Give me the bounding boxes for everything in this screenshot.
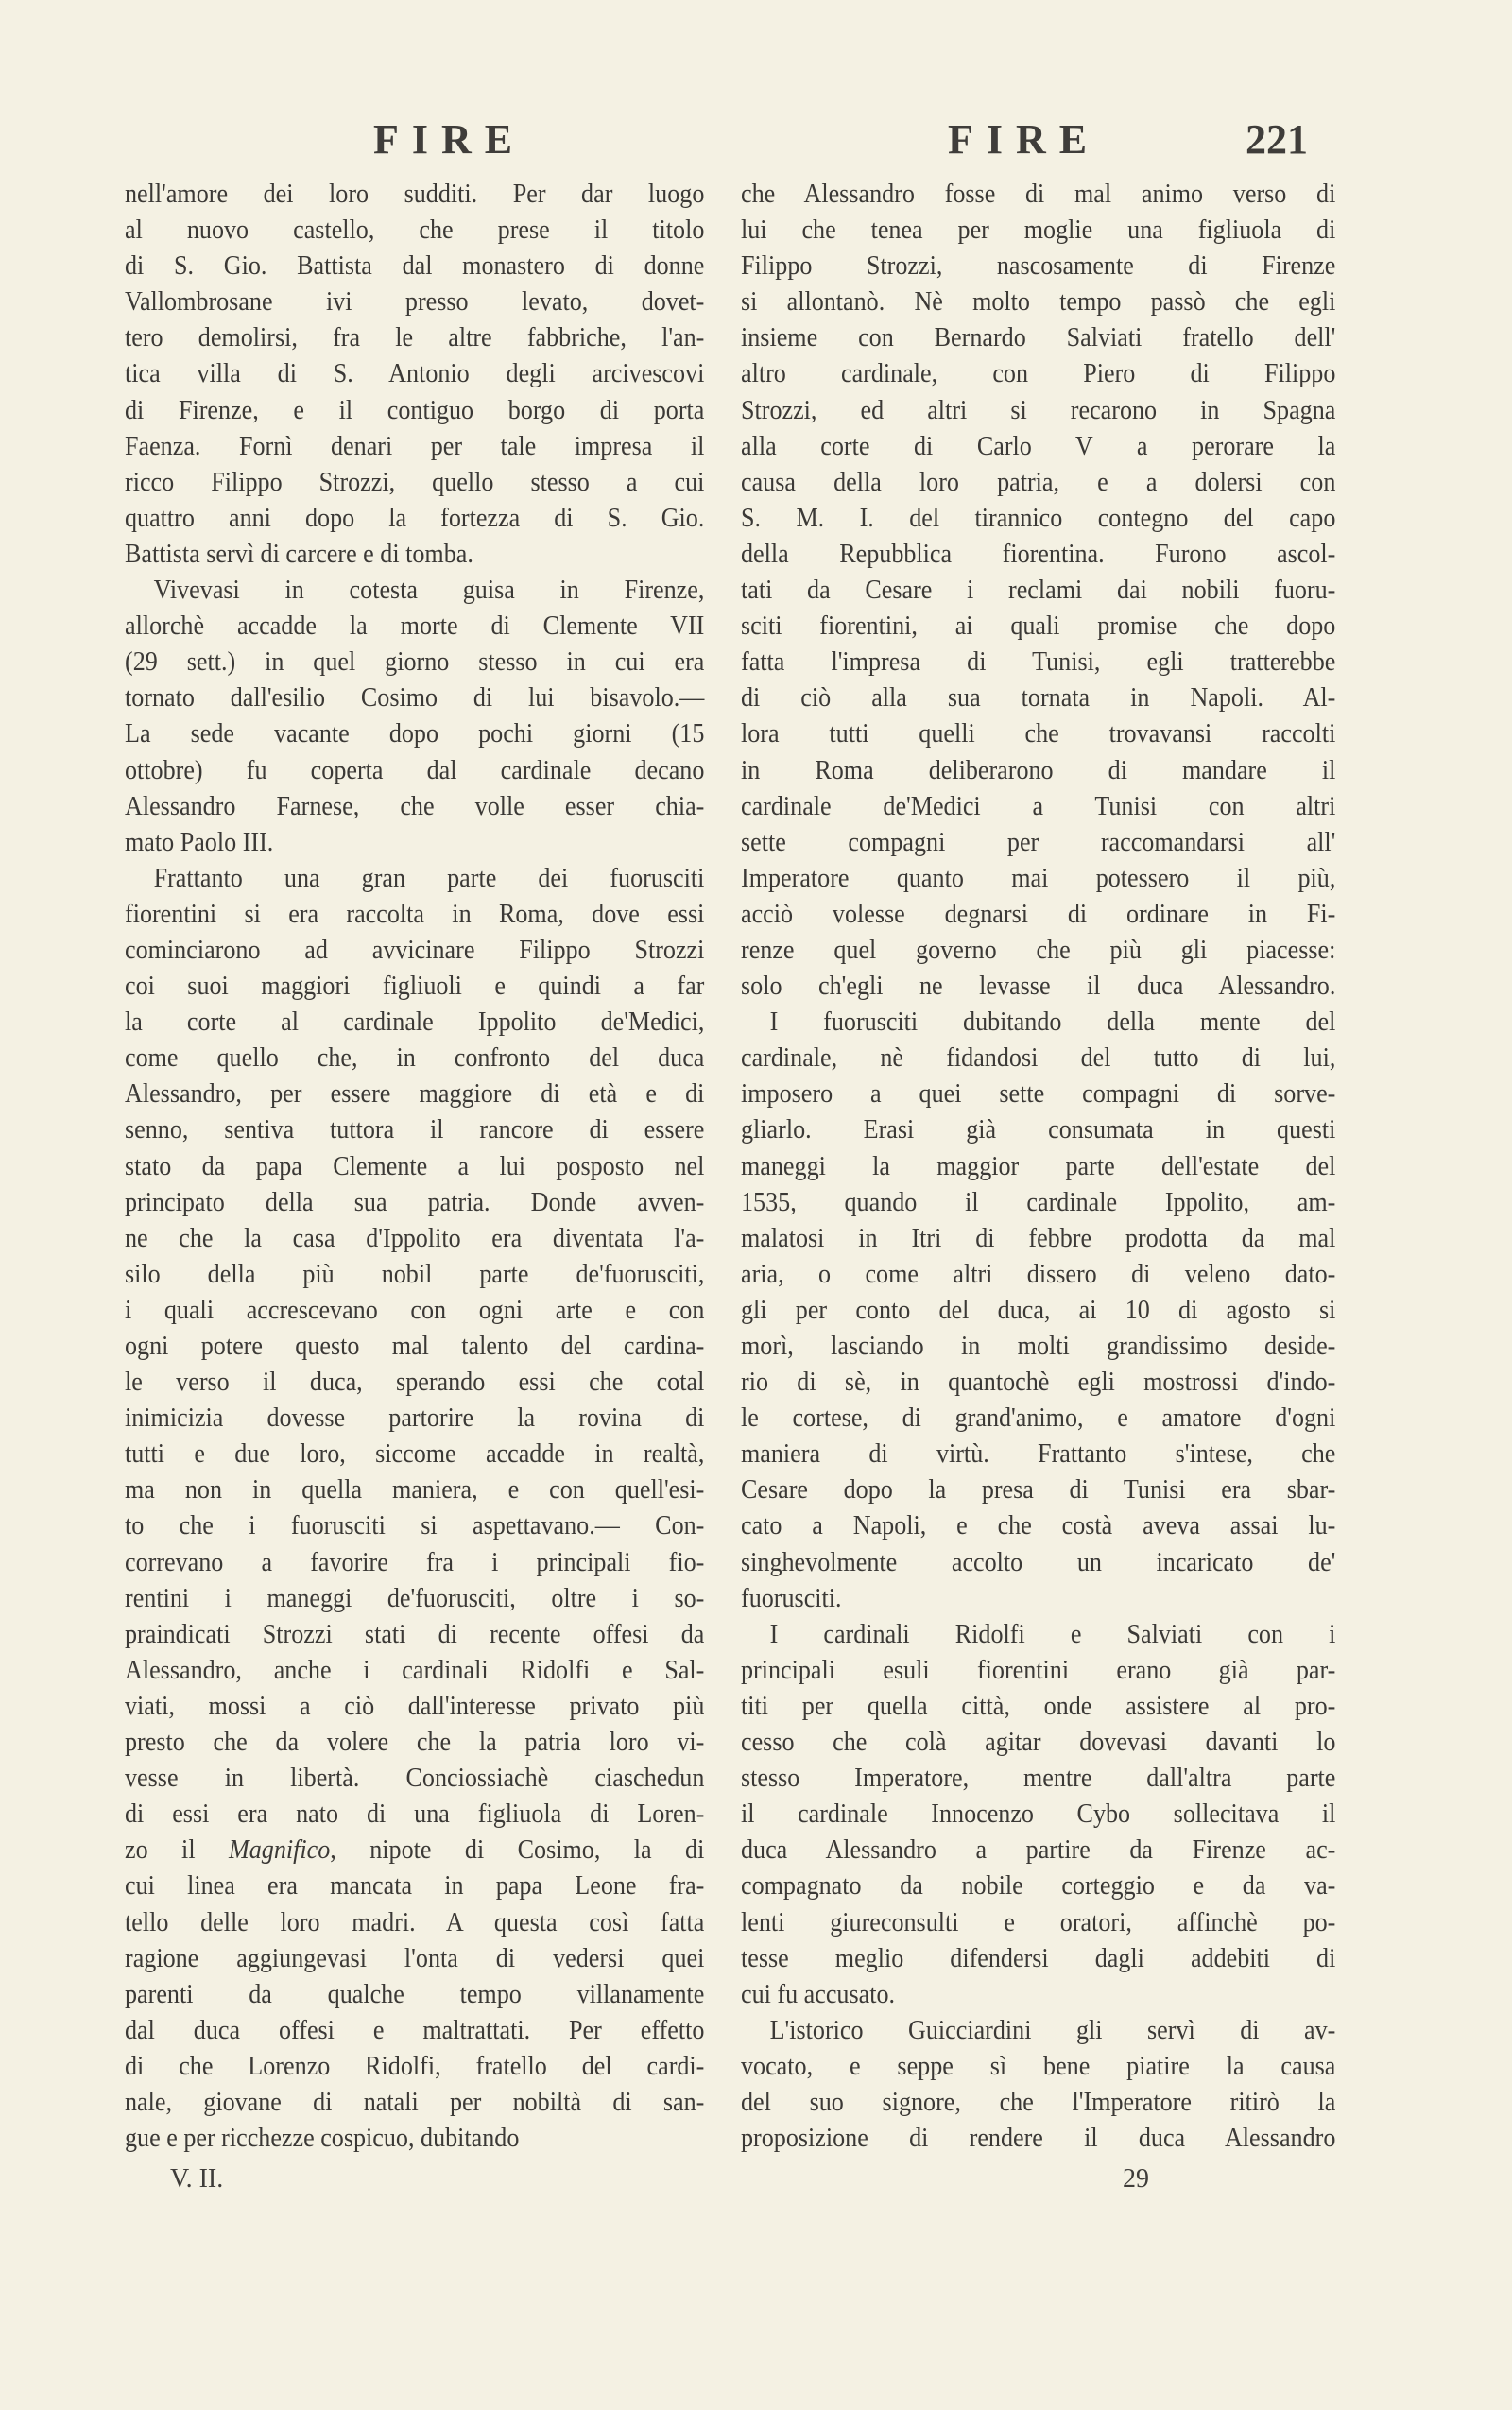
text-line: vesse in libertà. Conciossiachè ciaschedun [125, 1763, 705, 1794]
text-line: L'istorico Guicciardini gli servì di av- [769, 2014, 1336, 2045]
text-line: parenti da qualche tempo villanamente [125, 1978, 705, 2009]
text-line: gue e per ricchezze cospicuo, dubitando [125, 2123, 520, 2154]
text-line: della Repubblica fiorentina. Furono ascol- [741, 538, 1336, 569]
text-line: che Alessandro fosse di mal animo verso di [741, 179, 1336, 209]
text-line: duca Alessandro a partire da Firenze ac- [741, 1834, 1336, 1866]
text-line: tero demolirsi, fra le altre fabbriche, l'an- [125, 322, 705, 353]
text-line: malatosi in Itri di febbre prodotta da mal [741, 1222, 1336, 1253]
text-line: tello delle loro madri. A questa così fatta [125, 1906, 705, 1937]
text-line: di S. Gio. Battista dal monastero di donne [125, 250, 705, 282]
text-line: singhevolmente accolto un incaricato de' [741, 1546, 1336, 1577]
text-line: la corte al cardinale Ippolito de'Medici, [125, 1007, 705, 1038]
text-line: nale, giovane di natali per nobiltà di san- [125, 2086, 705, 2117]
text-line: quattro anni dopo la fortezza di S. Gio. [125, 502, 705, 533]
left-text-column [125, 176, 705, 2156]
text-line: sciti fiorentini, ai quali promise che dopo [741, 611, 1336, 642]
text-line: ricco Filippo Strozzi, quello stesso a cui [125, 466, 705, 497]
running-head-right: FIRE [948, 116, 1101, 163]
page-number: 221 [1246, 116, 1308, 163]
text-line: causa della loro patria, e a dolersi con [741, 466, 1336, 497]
text-line: dal duca offesi e maltrattati. Per effetto [125, 2014, 705, 2045]
text-line: cominciarono ad avvicinare Filippo Strozzi [125, 934, 705, 965]
text-line: senno, sentiva tuttora il rancore di essere [125, 1114, 705, 1145]
text-line: vocato, e seppe sì bene piatire la causa [741, 2050, 1336, 2081]
text-line: fiorentini si era raccolta in Roma, dove essi [125, 898, 705, 929]
text-line: tesse meglio difendersi dagli addebiti di [741, 1942, 1336, 1973]
text-line: S. M. I. del tirannico contegno del capo [741, 502, 1336, 533]
text-line: ragione aggiungevasi l'onta di vedersi quei [125, 1942, 705, 1973]
text-line: ma non in quella maniera, e con quell'esi- [125, 1474, 705, 1506]
text-line: cardinale, nè fidandosi del tutto di lui, [741, 1042, 1336, 1074]
text-line: Vallombrosane ivi presso levato, dovet- [125, 286, 705, 318]
text-line: di che Lorenzo Ridolfi, fratello del cardi- [125, 2050, 705, 2081]
text-line: maneggi la maggior parte dell'estate del [741, 1150, 1336, 1181]
running-head-left: FIRE [373, 116, 526, 163]
text-line: mato Paolo III. [125, 826, 274, 857]
text-line: del suo signore, che l'Imperatore ritirò la [741, 2086, 1336, 2117]
text-line: presto che da volere che la patria loro vi- [125, 1727, 705, 1758]
text-line: fatta l'impresa di Tunisi, egli tratterebbe [741, 646, 1336, 678]
text-line: altro cardinale, con Piero di Filippo [741, 358, 1336, 389]
text-line: fuorusciti. [741, 1582, 842, 1613]
text-line: i quali accrescevano con ogni arte e con [125, 1294, 705, 1325]
text-line: inimicizia dovesse partorire la rovina di [125, 1403, 705, 1434]
text-line: viati, mossi a ciò dall'interesse privato più [125, 1690, 705, 1721]
text-line: proposizione di rendere il duca Alessandro [741, 2123, 1336, 2154]
text-line: tutti e due loro, siccome accadde in realtà, [125, 1438, 705, 1470]
italic-word: Magnifico [228, 1834, 331, 1866]
text-line: compagnato da nobile corteggio e da va- [741, 1870, 1336, 1902]
text-line: cato a Napoli, e che costà aveva assai lu- [741, 1510, 1336, 1541]
text-line: ne che la casa d'Ippolito era diventata l'a- [125, 1222, 705, 1253]
text-line: maniera di virtù. Frattanto s'intese, che [741, 1438, 1336, 1470]
text-line: come quello che, in confronto del duca [125, 1042, 705, 1074]
text-line: le cortese, di grand'animo, e amatore d'ogni [741, 1403, 1336, 1434]
text-line: Imperatore quanto mai potessero il più, [741, 862, 1336, 893]
text-line: il cardinale Innocenzo Cybo sollecitava il [741, 1799, 1336, 1830]
text-line: tornato dall'esilio Cosimo di lui bisavolo.— [125, 682, 705, 714]
text-line: tica villa di S. Antonio degli arcivescovi [125, 358, 705, 389]
text-line: stesso Imperatore, mentre dall'altra parte [741, 1763, 1336, 1794]
text-line: cui fu accusato. [741, 1978, 896, 2009]
text-line: renze quel governo che più gli piacesse: [741, 934, 1336, 965]
text-line: in Roma deliberarono di mandare il [741, 754, 1336, 785]
text-line: nell'amore dei loro sudditi. Per dar luogo [125, 179, 705, 209]
text-line: insieme con Bernardo Salviati fratello dell' [741, 322, 1336, 353]
text-line: (29 sett.) in quel giorno stesso in cui era [125, 646, 705, 678]
text-line: rio di sè, in quantochè egli mostrossi d'indo- [741, 1367, 1336, 1398]
text-line: Alessandro, anche i cardinali Ridolfi e Sal- [125, 1654, 705, 1685]
text-line: I fuorusciti dubitando della mente del [769, 1007, 1336, 1038]
text-line: zo il Magnifico, nipote di Cosimo, la di [125, 1834, 705, 1866]
text-line: sette compagni per raccomandarsi all' [741, 826, 1336, 857]
text-line: Filippo Strozzi, nascosamente di Firenze [741, 250, 1336, 282]
text-line: correvano a favorire fra i principali fio- [125, 1546, 705, 1577]
text-line: di ciò alla sua tornata in Napoli. Al- [741, 682, 1336, 714]
text-line: di Firenze, e il contiguo borgo di porta [125, 394, 705, 425]
text-line: le verso il duca, sperando essi che cotal [125, 1367, 705, 1398]
text-line: imposero a quei sette compagni di sorve- [741, 1078, 1336, 1110]
text-line: lui che tenea per moglie una figliuola di [741, 215, 1336, 246]
text-line: cardinale de'Medici a Tunisi con altri [741, 790, 1336, 821]
signature-number: 29 [1123, 2164, 1149, 2194]
text-line: aria, o come altri dissero di veleno dato- [741, 1258, 1336, 1289]
text-line: La sede vacante dopo pochi giorni (15 [125, 718, 705, 749]
text-line: lenti giureconsulti e oratori, affinchè po- [741, 1906, 1336, 1937]
text-line: principato della sua patria. Donde avven- [125, 1186, 705, 1217]
text-line: solo ch'egli ne levasse il duca Alessandro. [741, 971, 1336, 1002]
text-line: Battista servì di carcere e di tomba. [125, 538, 473, 569]
text-line: gli per conto del duca, ai 10 di agosto si [741, 1294, 1336, 1325]
text-line: Strozzi, ed altri si recarono in Spagna [741, 394, 1336, 425]
text-line: coi suoi maggiori figliuoli e quindi a far [125, 971, 705, 1002]
text-line: allorchè accadde la morte di Clemente VII [125, 611, 705, 642]
text-line: Cesare dopo la presa di Tunisi era sbar- [741, 1474, 1336, 1506]
text-line: Frattanto una gran parte dei fuorusciti [153, 862, 705, 893]
text-line: praindicati Strozzi stati di recente offesi da [125, 1618, 705, 1649]
text-line: tati da Cesare i reclami dai nobili fuoru- [741, 575, 1336, 606]
text-line: Faenza. Fornì denari per tale impresa il [125, 430, 705, 461]
right-text-column [741, 176, 1336, 2156]
text-line: morì, lasciando in molti grandissimo deside- [741, 1331, 1336, 1361]
text-line: cesso che colà agitar dovevasi davanti lo [741, 1727, 1336, 1758]
text-line: Alessandro Farnese, che volle esser chia- [125, 790, 705, 821]
text-line: acciò volesse degnarsi di ordinare in Fi- [741, 898, 1336, 929]
text-line: alla corte di Carlo V a perorare la [741, 430, 1336, 461]
text-line: cui linea era mancata in papa Leone fra- [125, 1870, 705, 1902]
volume-signature: V. II. [170, 2164, 224, 2194]
text-line: Alessandro, per essere maggiore di età e di [125, 1078, 705, 1110]
text-line: di essi era nato di una figliuola di Loren- [125, 1799, 705, 1830]
text-line: rentini i maneggi de'fuorusciti, oltre i so- [125, 1582, 705, 1613]
text-line: ottobre) fu coperta dal cardinale decano [125, 754, 705, 785]
text-line: ogni potere questo mal talento del cardina- [125, 1331, 705, 1361]
text-line: principali esuli fiorentini erano già par- [741, 1654, 1336, 1685]
text-line: Vivevasi in cotesta guisa in Firenze, [153, 575, 705, 606]
text-line: 1535, quando il cardinale Ippolito, am- [741, 1186, 1336, 1217]
text-line: al nuovo castello, che prese il titolo [125, 215, 705, 246]
text-line: si allontanò. Nè molto tempo passò che egli [741, 286, 1336, 318]
text-line: silo della più nobil parte de'fuorusciti, [125, 1258, 705, 1289]
text-line: to che i fuorusciti si aspettavano.— Con- [125, 1510, 705, 1541]
text-line: stato da papa Clemente a lui posposto nel [125, 1150, 705, 1181]
text-line: lora tutti quelli che trovavansi raccolti [741, 718, 1336, 749]
text-line: gliarlo. Erasi già consumata in questi [741, 1114, 1336, 1145]
text-line: I cardinali Ridolfi e Salviati con i [769, 1618, 1336, 1649]
text-line: titi per quella città, onde assistere al pro- [741, 1690, 1336, 1721]
